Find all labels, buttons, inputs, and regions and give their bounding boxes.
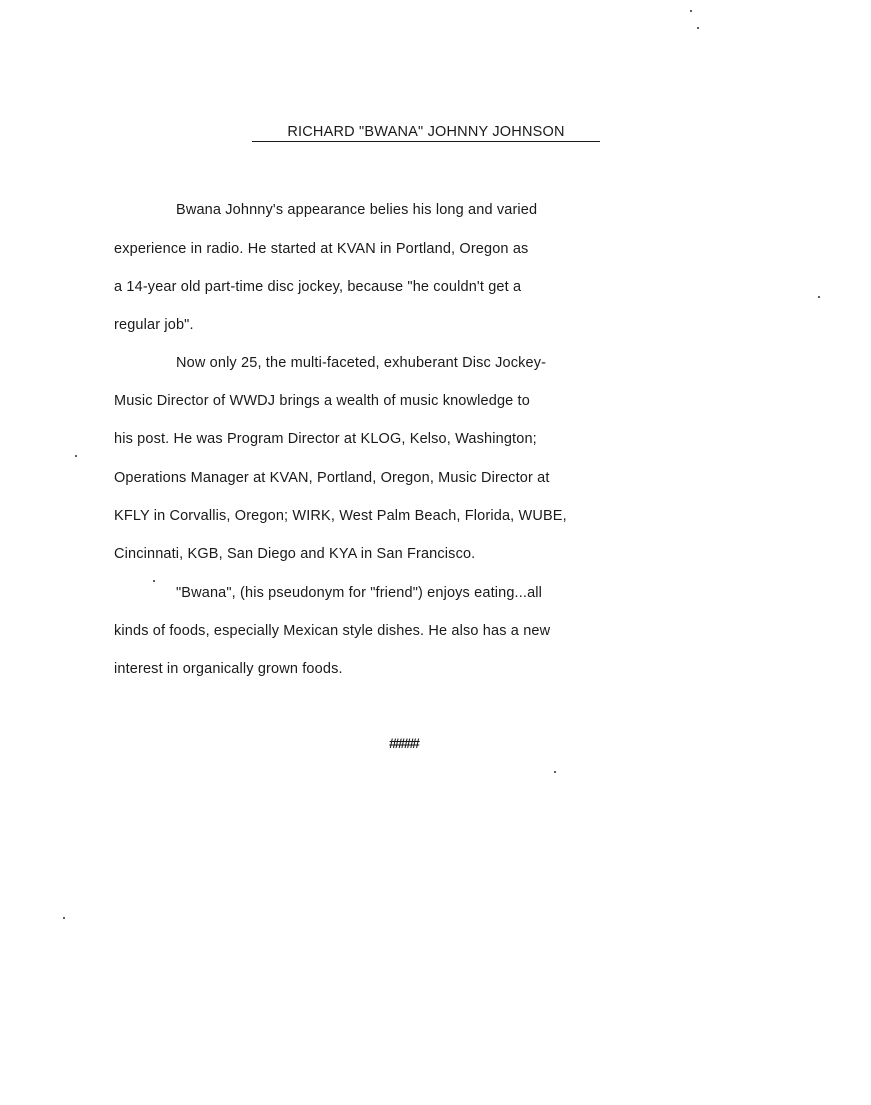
scan-speck [75, 455, 77, 457]
scan-speck [697, 27, 699, 29]
scan-speck [153, 580, 155, 582]
scan-speck [818, 296, 820, 298]
body-line-2: experience in radio. He started at KVAN in Portland, Oregon as [114, 241, 529, 257]
body-line-8: Operations Manager at KVAN, Portland, Oregon, Music Director at [114, 470, 550, 486]
body-line-12: kinds of foods, especially Mexican style dishes. He also has a new [114, 623, 551, 639]
scan-speck [690, 10, 692, 12]
scan-speck [63, 917, 65, 919]
body-line-3: a 14-year old part-time disc jockey, because "he couldn't get a [114, 279, 522, 295]
end-mark: ##### [389, 735, 418, 751]
body-line-9: KFLY in Corvallis, Oregon; WIRK, West Palm Beach, Florida, WUBE, [114, 508, 567, 524]
body-line-13: interest in organically grown foods. [114, 661, 343, 677]
body-line-5: Now only 25, the multi-faceted, exhuberant Disc Jockey- [176, 355, 547, 371]
body-line-6: Music Director of WWDJ brings a wealth of music knowledge to [114, 393, 530, 409]
title-underline [252, 141, 600, 142]
body-line-1: Bwana Johnny's appearance belies his long and varied [176, 202, 538, 218]
body-line-11: "Bwana", (his pseudonym for "friend") enjoys eating...all [176, 585, 543, 601]
scan-speck [554, 771, 556, 773]
body-line-10: Cincinnati, KGB, San Diego and KYA in San Francisco. [114, 546, 476, 562]
document-title: RICHARD "BWANA" JOHNNY JOHNSON [287, 124, 565, 140]
body-line-7: his post. He was Program Director at KLOG, Kelso, Washington; [114, 431, 537, 447]
body-line-4: regular job". [114, 317, 194, 333]
